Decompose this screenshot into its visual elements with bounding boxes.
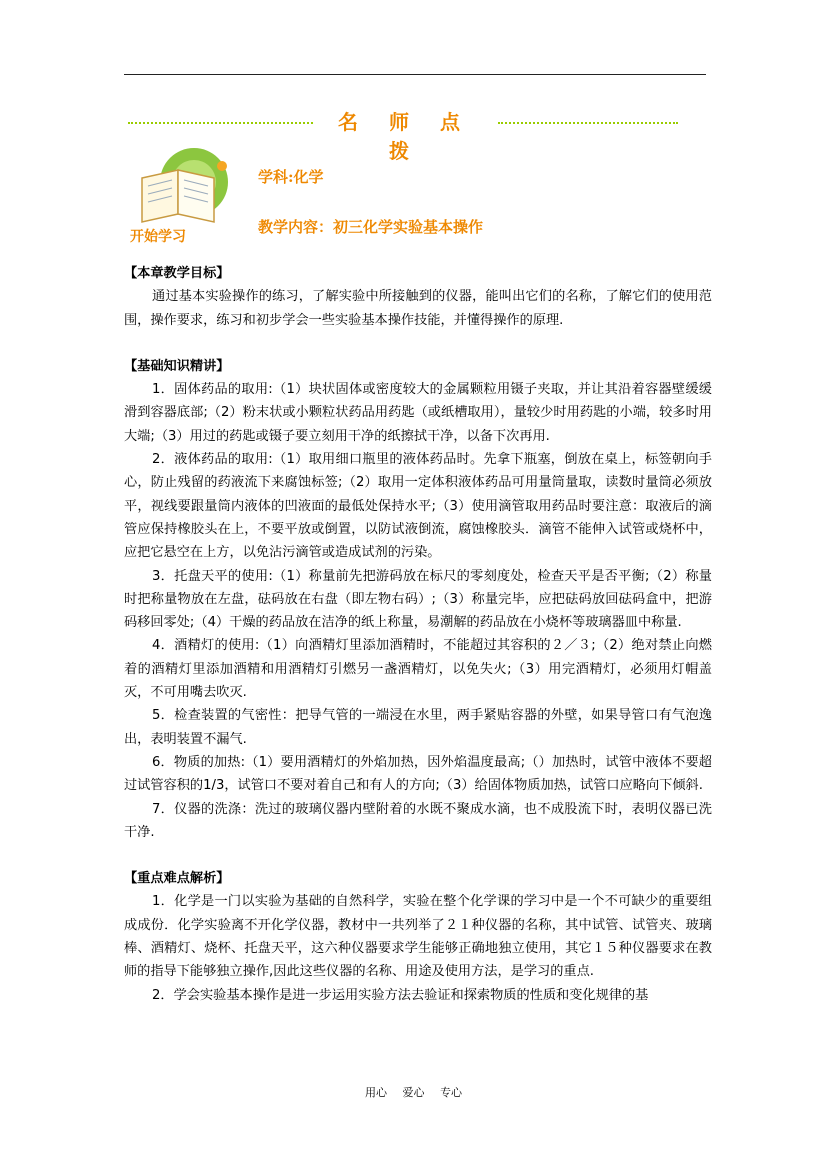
basics-paragraph-7: 7．仪器的洗涤：洗过的玻璃仪器内壁附着的水既不聚成水滴，也不成股流下时，表明仪器已洗干净. (124, 801, 712, 840)
banner-dotted-rule-left (128, 122, 313, 124)
footer-item: 用心 (365, 1086, 387, 1099)
section-heading-goals: 【本章教学目标】 (124, 266, 230, 281)
document-body (124, 262, 712, 1007)
logo-caption: 开始学习 (130, 229, 186, 245)
banner-dotted-rule-right (498, 122, 678, 124)
basics-paragraph-5: 5．检查装置的气密性：把导气管的一端浸在水里，两手紧贴容器的外壁，如果导管口有气泡逸出，表明装置不漏气. (124, 708, 712, 747)
subject-label: 学科:化学 (258, 168, 324, 186)
key-points-paragraph-1: 1．化学是一门以实验为基础的自然科学，实验在整个化学课的学习中是一个不可缺少的重要组成成份．化学实验离不开化学仪器，教材中一共列举了２１种仪器的名称，其中试管、试管夹、玻璃棒、酒精灯、烧杯、托盘天平，这六种仪器要求学生能够正确地独立使用，其它１５种仪器要求在教师的指导下能够独立操作,因此这些仪器的名称、用途及使用方法，是学习的重点. (124, 894, 712, 980)
banner-title: 名 师 点 拨 (338, 110, 472, 163)
basics-paragraph-1: 1．固体药品的取用:（1）块状固体或密度较大的金属颗粒用镊子夹取，并让其沿着容器壁缓缓滑到容器底部;（2）粉末状或小颗粒状药品用药匙（或纸槽取用），量较少时用药匙的小端，较多时用大端;（3）用过的药匙或镊子要立刻用干净的纸擦拭干净，以备下次再用. (124, 382, 712, 444)
section-heading-key-points: 【重点难点解析】 (124, 871, 230, 887)
footer-item: 专心 (440, 1086, 462, 1099)
basics-paragraph-3: 3．托盘天平的使用:（1）称量前先把游码放在标尺的零刻度处，检查天平是否平衡;（2）称量时把称量物放在左盘，砝码放在右盘（即左物右码）;（3）称量完毕，应把砝码放回砝码盒中，把游码移回零处;（4）干燥的药品放在洁净的纸上称量，易潮解的药品放在小烧杯等玻璃器皿中称量. (124, 568, 712, 631)
page-footer (0, 1084, 827, 1100)
header-rule (124, 74, 706, 75)
footer-item: 爱心 (402, 1086, 425, 1099)
basics-paragraph-2: 2．液体药品的取用:（1）取用细口瓶里的液体药品时。先拿下瓶塞，倒放在桌上，标签朝向手心，防止残留的药液流下来腐蚀标签;（2）取用一定体积液体药品可用量筒量取，读数时量筒必须放平，视线要跟量筒内液体的凹液面的最低处保持水平;（3）使用滴管取用药品时要注意：取液后的滴管应保持橡胶头在上，不要平放或倒置，以防试液倒流，腐蚀橡胶头．滴管不能伸入试管或烧杯中，应把它悬空在上方，以免沾污滴管或造成试剂的污染。 (124, 452, 712, 561)
section-heading-basics: 【基础知识精讲】 (124, 358, 230, 374)
basics-paragraph-4: 4．酒精灯的使用:（1）向酒精灯里添加酒精时，不能超过其容积的２／３;（2）绝对禁止向燃着的酒精灯里添加酒精和用酒精灯引燃另一盏酒精灯，以免失火;（3）用完酒精灯，必须用灯帽盖灭，不可用嘴去吹灭. (124, 638, 712, 701)
goals-paragraph: 通过基本实验操作的练习，了解实验中所接触到的仪器，能叫出它们的名称，了解它们的使用范围，操作要求，练习和初步学会一些实验基本操作技能，并懂得操作的原理. (124, 289, 712, 328)
key-points-paragraph-2: 2．学会实验基本操作是进一步运用实验方法去验证和探索物质的性质和变化规律的基 (152, 987, 649, 1003)
basics-paragraph-6: 6．物质的加热:（1）要用酒精灯的外焰加热，因外焰温度最高;（）加热时，试管中液体不要超过试管容积的1/3，试管口不要对着自己和有人的方向;（3）给固体物质加热，试管口应略向下倾斜. (124, 754, 712, 794)
content-label: 教学内容：初三化学实验基本操作 (258, 218, 484, 236)
